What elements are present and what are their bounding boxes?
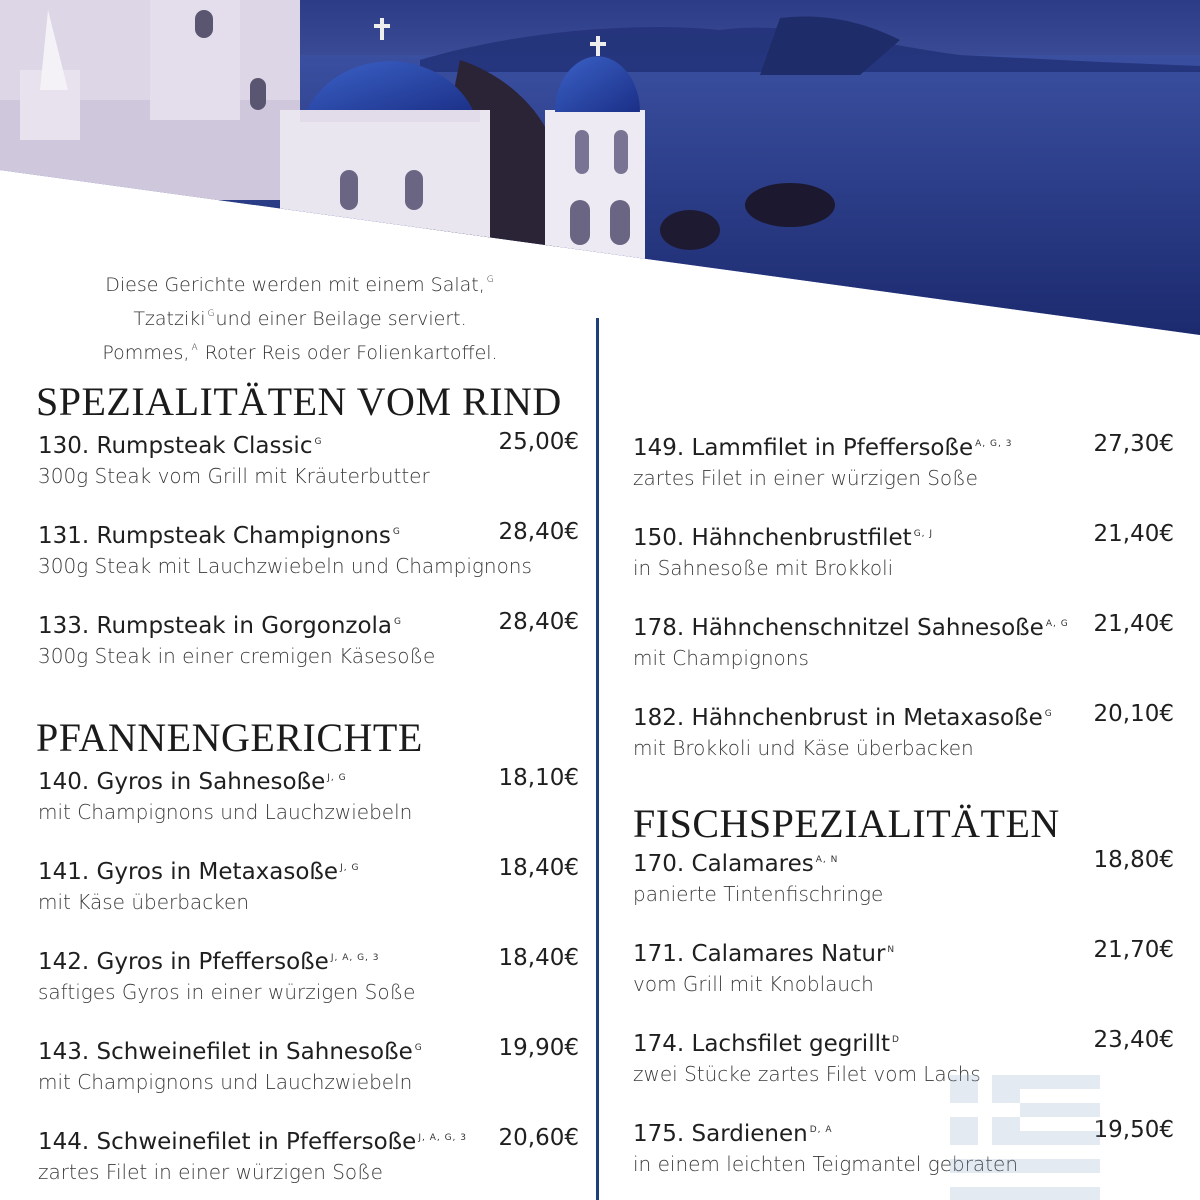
- allergen-code: J, A, G, 3: [418, 1133, 468, 1143]
- dish-price: 27,30€: [1093, 431, 1174, 457]
- section-title-pfanne: PFANNENGERICHTE: [36, 715, 423, 760]
- allergen-code: G: [207, 309, 216, 319]
- menu-item: [38, 428, 583, 518]
- dish-name: 130. Rumpsteak Classic: [38, 433, 313, 459]
- dish-name: 140. Gyros in Sahnesoße: [38, 769, 326, 795]
- menu-item: [633, 936, 1178, 1026]
- dish-description: mit Champignons und Lauchzwiebeln: [38, 800, 413, 824]
- dish-description: mit Champignons und Lauchzwiebeln: [38, 1070, 413, 1094]
- dish-price: 25,00€: [498, 429, 579, 455]
- allergen-code: G: [314, 437, 323, 447]
- intro-line-2: Tzatziki $^G$und einer Beilage serviert.: [133, 308, 467, 330]
- dish-description: zartes Filet in einer würzigen Soße: [633, 466, 978, 490]
- allergen-code: G: [1044, 709, 1053, 719]
- menu-item: [633, 846, 1178, 936]
- dish-price: 21,40€: [1093, 521, 1174, 547]
- allergen-code: A, N: [815, 855, 839, 865]
- dish-price: 23,40€: [1093, 1027, 1174, 1053]
- dish-name: 142. Gyros in Pfeffersoße: [38, 949, 329, 975]
- allergen-code: J, G: [327, 773, 347, 783]
- dish-price: 21,40€: [1093, 611, 1174, 637]
- dish-name: 143. Schweinefilet in Sahnesoße: [38, 1039, 413, 1065]
- dish-description: in einem leichten Teigmantel gebraten: [633, 1152, 1018, 1176]
- allergen-code: G: [392, 527, 401, 537]
- greek-flag-watermark: [950, 1075, 1100, 1200]
- menu-item: [633, 430, 1178, 520]
- dish-price: 28,40€: [498, 519, 579, 545]
- allergen-code: D, A: [809, 1125, 833, 1135]
- dish-price: 19,50€: [1093, 1117, 1174, 1143]
- dish-description: zwei Stücke zartes Filet vom Lachs: [633, 1062, 981, 1086]
- dish-description: 300g Steak in einer cremigen Käsesoße: [38, 644, 436, 668]
- dish-name: 144. Schweinefilet in Pfeffersoße: [38, 1129, 417, 1155]
- dish-price: 18,10€: [498, 765, 579, 791]
- dish-name: 141. Gyros in Metaxasoße: [38, 859, 339, 885]
- dish-price: 21,70€: [1093, 937, 1174, 963]
- menu-item: [38, 608, 583, 698]
- allergen-code: A, G: [1045, 619, 1069, 629]
- menu-item: [633, 520, 1178, 610]
- allergen-code: G: [414, 1043, 423, 1053]
- dish-description: panierte Tintenfischringe: [633, 882, 884, 906]
- dish-price: 28,40€: [498, 609, 579, 635]
- menu-item: [38, 854, 583, 944]
- dish-name: 133. Rumpsteak in Gorgonzola: [38, 613, 393, 639]
- dish-description: saftiges Gyros in einer würzigen Soße: [38, 980, 416, 1004]
- section-title-fisch: FISCHSPEZIALITÄTEN: [633, 801, 1060, 846]
- menu-item: [633, 610, 1178, 700]
- allergen-code: A, G, 3: [975, 439, 1013, 449]
- allergen-code: G, J: [913, 529, 934, 539]
- menu-item: [38, 764, 583, 854]
- dish-price: 19,90€: [498, 1035, 579, 1061]
- menu-item: [38, 1124, 583, 1200]
- dish-description: mit Käse überbacken: [38, 890, 250, 914]
- dish-price: 18,40€: [498, 945, 579, 971]
- allergen-code: G: [394, 617, 403, 627]
- allergen-code: N: [887, 945, 896, 955]
- dish-name: 182. Hähnchenbrust in Metaxasoße: [633, 705, 1043, 731]
- dish-price: 20,10€: [1093, 701, 1174, 727]
- allergen-code: J, G: [340, 863, 360, 873]
- dish-description: in Sahnesoße mit Brokkoli: [633, 556, 894, 580]
- column-divider: [596, 318, 599, 1200]
- dish-name: 149. Lammfilet in Pfeffersoße: [633, 435, 974, 461]
- dish-name: 170. Calamares: [633, 851, 814, 877]
- dish-name: 131. Rumpsteak Champignons: [38, 523, 391, 549]
- dish-price: 18,40€: [498, 855, 579, 881]
- dish-price: 20,60€: [498, 1125, 579, 1151]
- intro-line-1: Diese Gerichte werden mit einem Salat, $^G$: [105, 274, 495, 296]
- dish-price: 18,80€: [1093, 847, 1174, 873]
- menu-item: [38, 1034, 583, 1124]
- dish-name: 150. Hähnchenbrustfilet: [633, 525, 912, 551]
- allergen-code: A: [191, 343, 199, 353]
- dish-description: 300g Steak vom Grill mit Kräuterbutter: [38, 464, 430, 488]
- intro-line-3: Pommes, $^A$ Roter Reis oder Folienkartoffel.: [102, 342, 498, 364]
- section-title-rind: SPEZIALITÄTEN VOM RIND: [36, 379, 562, 424]
- intro-note: [40, 266, 560, 368]
- menu-item: [38, 944, 583, 1034]
- dish-description: mit Champignons: [633, 646, 809, 670]
- dish-name: 175. Sardienen: [633, 1121, 808, 1147]
- dish-description: vom Grill mit Knoblauch: [633, 972, 874, 996]
- dish-description: zartes Filet in einer würzigen Soße: [38, 1160, 383, 1184]
- dish-description: 300g Steak mit Lauchzwiebeln und Champignons: [38, 554, 532, 578]
- dish-description: mit Brokkoli und Käse überbacken: [633, 736, 974, 760]
- dish-name: 174. Lachsfilet gegrillt: [633, 1031, 890, 1057]
- menu-item: [38, 518, 583, 608]
- allergen-code: J, A, G, 3: [330, 953, 380, 963]
- menu-item: [633, 700, 1178, 790]
- allergen-code: D: [892, 1035, 900, 1045]
- allergen-code: G: [486, 275, 495, 285]
- left-menu-column: [38, 380, 583, 1200]
- dish-name: 171. Calamares Natur: [633, 941, 886, 967]
- dish-name: 178. Hähnchenschnitzel Sahnesoße: [633, 615, 1044, 641]
